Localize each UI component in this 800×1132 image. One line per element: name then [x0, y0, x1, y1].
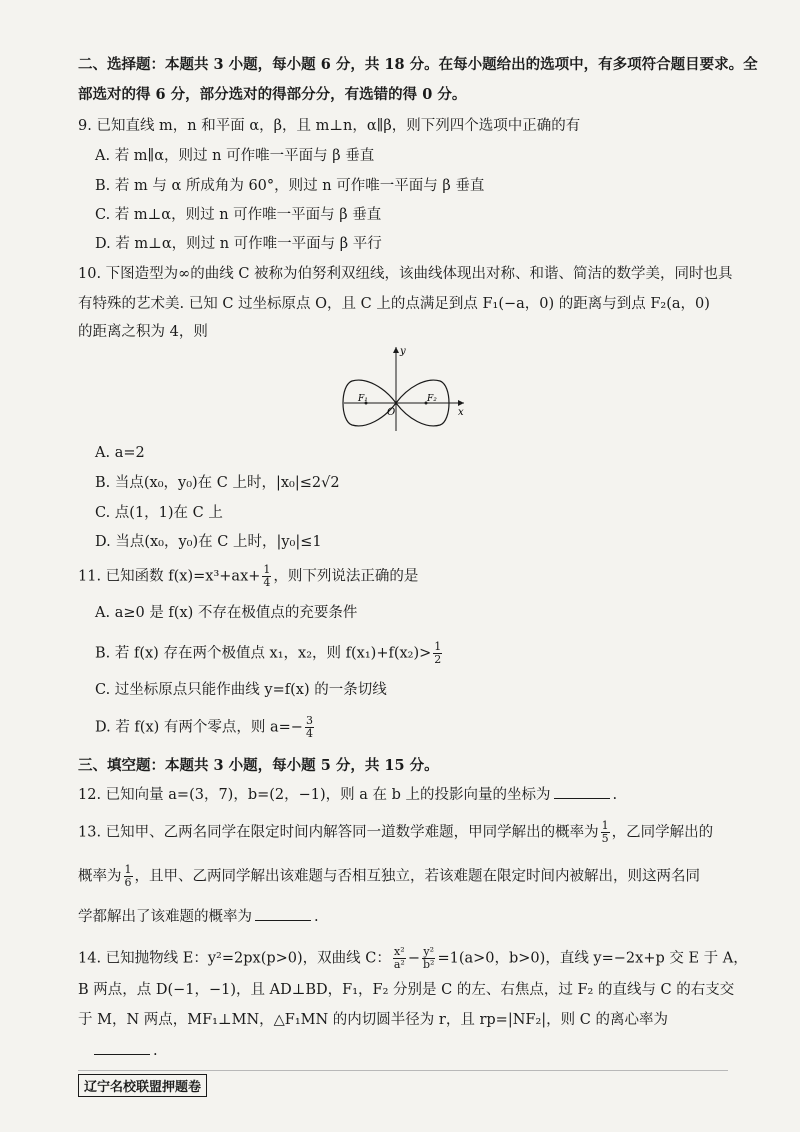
q11-stem: [78, 564, 418, 589]
x-axis-label: x: [458, 407, 464, 418]
q14-line2: B 两点，点 D(−1，−1)，且 AD⊥BD，F₁，F₂ 分别是 C 的左、右焦点，过 F₂ 的直线与 C 的右支交: [78, 982, 735, 998]
q11-option-d: [95, 715, 316, 740]
q13-line3-text: 学都解出了该难题的概率为: [78, 909, 252, 925]
section2-heading-line2: 部选对的得 6 分，部分选对的得部分分，有选错的得 0 分。: [78, 86, 467, 103]
q14-f2-num: y²: [423, 945, 435, 958]
q13-line1-post: ，乙同学解出的: [611, 824, 714, 841]
q12-question: [78, 784, 617, 805]
q11-stem-frac-den: 4: [263, 576, 271, 589]
q10-stem-line3: 的距离之积为 4，则: [78, 324, 208, 340]
q9-option-b: B. 若 m 与 α 所成角为 60°，则过 n 可作唯一平面与 β 垂直: [95, 178, 485, 194]
q11-b-frac-den: 2: [434, 653, 442, 666]
q14-fraction-y: [422, 946, 435, 971]
lemniscate-figure: [340, 343, 470, 435]
q11-stem-post: ，则下列说法正确的是: [273, 568, 419, 585]
origin-label: O: [387, 407, 396, 418]
q14-fraction-x: [393, 946, 406, 971]
y-axis-arrow: [393, 347, 399, 353]
section2-heading-line1: 二、选择题：本题共 3 小题，每小题 6 分，共 18 分。在每小题给出的选项中，有多项符合题目要求。全: [78, 56, 758, 73]
q13-l1-frac-den: 5: [601, 832, 609, 845]
footer-divider: [78, 1070, 728, 1071]
q13-answer-blank[interactable]: [255, 906, 311, 921]
q11-option-d-fraction: [305, 715, 314, 740]
q14-line1-pre: 14. 已知抛物线 E：y²=2px(p>0)，双曲线 C：: [78, 950, 391, 967]
q13-l2-frac-num: 1: [124, 863, 132, 876]
q9-option-c: C. 若 m⊥α，则过 n 可作唯一平面与 β 垂直: [95, 207, 382, 223]
q14-line1: [78, 946, 748, 971]
q14-line1-post: =1(a>0，b>0)，直线 y=−2x+p 交 E 于 A，: [437, 950, 748, 967]
q9-option-a: A. 若 m∥α，则过 n 可作唯一平面与 β 垂直: [95, 148, 375, 164]
f1-label: F₁: [358, 394, 368, 404]
q11-d-frac-num: 3: [305, 714, 313, 727]
q13-line2-pre: 概率为: [78, 868, 122, 885]
q11-stem-pre: 11. 已知函数 f(x)=x³+ax+: [78, 568, 261, 585]
q9-option-d: D. 若 m⊥α，则过 n 可作唯一平面与 β 平行: [95, 236, 382, 252]
f2-label: F₂: [427, 394, 437, 404]
q10-option-d: D. 当点(x₀，y₀)在 C 上时，|y₀|≤1: [95, 534, 322, 550]
q14-line3: 于 M，N 两点，MF₁⊥MN，△F₁MN 的内切圆半径为 r，且 rp=|NF₂|，则 C 的离心率为: [78, 1012, 668, 1028]
q14-line4: [78, 1040, 158, 1061]
q13-line2-fraction: [124, 864, 133, 889]
q13-l2-frac-den: 6: [124, 876, 132, 889]
q13-line2: [78, 864, 700, 889]
q11-stem-fraction: [262, 564, 271, 589]
q12-answer-blank[interactable]: [554, 784, 610, 799]
q13-line1-pre: 13. 已知甲、乙两名同学在限定时间内解答同一道数学难题，甲同学解出的概率为: [78, 824, 599, 841]
q11-option-c: C. 过坐标原点只能作曲线 y=f(x) 的一条切线: [95, 682, 387, 698]
q13-l1-frac-num: 1: [601, 819, 609, 832]
q11-option-b-fraction: [433, 641, 442, 666]
q12-end: .: [612, 787, 618, 803]
q10-option-c: C. 点(1，1)在 C 上: [95, 505, 223, 521]
q14-minus: −: [407, 950, 420, 967]
q12-text: 12. 已知向量 a=(3，7)，b=(2，−1)，则 a 在 b 上的投影向量的坐标为: [78, 787, 551, 803]
q14-answer-blank[interactable]: [94, 1040, 150, 1055]
q9-stem: 9. 已知直线 m，n 和平面 α，β，且 m⊥n，α∥β，则下列四个选项中正确的有: [78, 118, 581, 134]
q11-b-frac-num: 1: [434, 640, 442, 653]
q10-stem-line1: 10. 下图造型为∞的曲线 C 被称为伯努利双纽线，该曲线体现出对称、和谐、简洁的数学美，同时也具: [78, 266, 733, 282]
q11-option-d-pre: D. 若 f(x) 有两个零点，则 a=−: [95, 719, 303, 736]
q13-line1: [78, 820, 713, 845]
q14-f2-den: b²: [423, 958, 435, 971]
q14-f1-num: x²: [394, 945, 405, 958]
y-axis-label: y: [400, 346, 406, 357]
footer-stamp: 辽宁名校联盟押题卷: [78, 1074, 207, 1097]
section3-heading: 三、填空题：本题共 3 小题，每小题 5 分，共 15 分。: [78, 757, 439, 774]
q11-stem-frac-num: 1: [263, 563, 271, 576]
q10-option-b: B. 当点(x₀，y₀)在 C 上时，|x₀|≤2√2: [95, 475, 340, 491]
q10-stem-line2: 有特殊的艺术美. 已知 C 过坐标原点 O，且 C 上的点满足到点 F₁(−a，0) 的距离与到点 F₂(a，0): [78, 296, 710, 312]
q11-option-a: A. a≥0 是 f(x) 不存在极值点的充要条件: [95, 605, 358, 621]
q13-end: .: [314, 909, 319, 925]
q13-line3: [78, 906, 319, 927]
q13-line1-fraction: [601, 820, 610, 845]
q11-d-frac-den: 4: [305, 727, 313, 740]
q14-f1-den: a²: [393, 958, 405, 971]
q14-end: .: [153, 1043, 158, 1059]
x-axis-arrow: [458, 400, 464, 406]
q10-option-a: A. a=2: [95, 445, 145, 461]
q11-option-b: [95, 641, 444, 666]
q13-line2-post: ，且甲、乙两同学解出该难题与否相互独立，若该难题在限定时间内被解出，则这两名同: [134, 868, 700, 885]
q11-option-b-pre: B. 若 f(x) 存在两个极值点 x₁，x₂，则 f(x₁)+f(x₂)>: [95, 645, 432, 662]
